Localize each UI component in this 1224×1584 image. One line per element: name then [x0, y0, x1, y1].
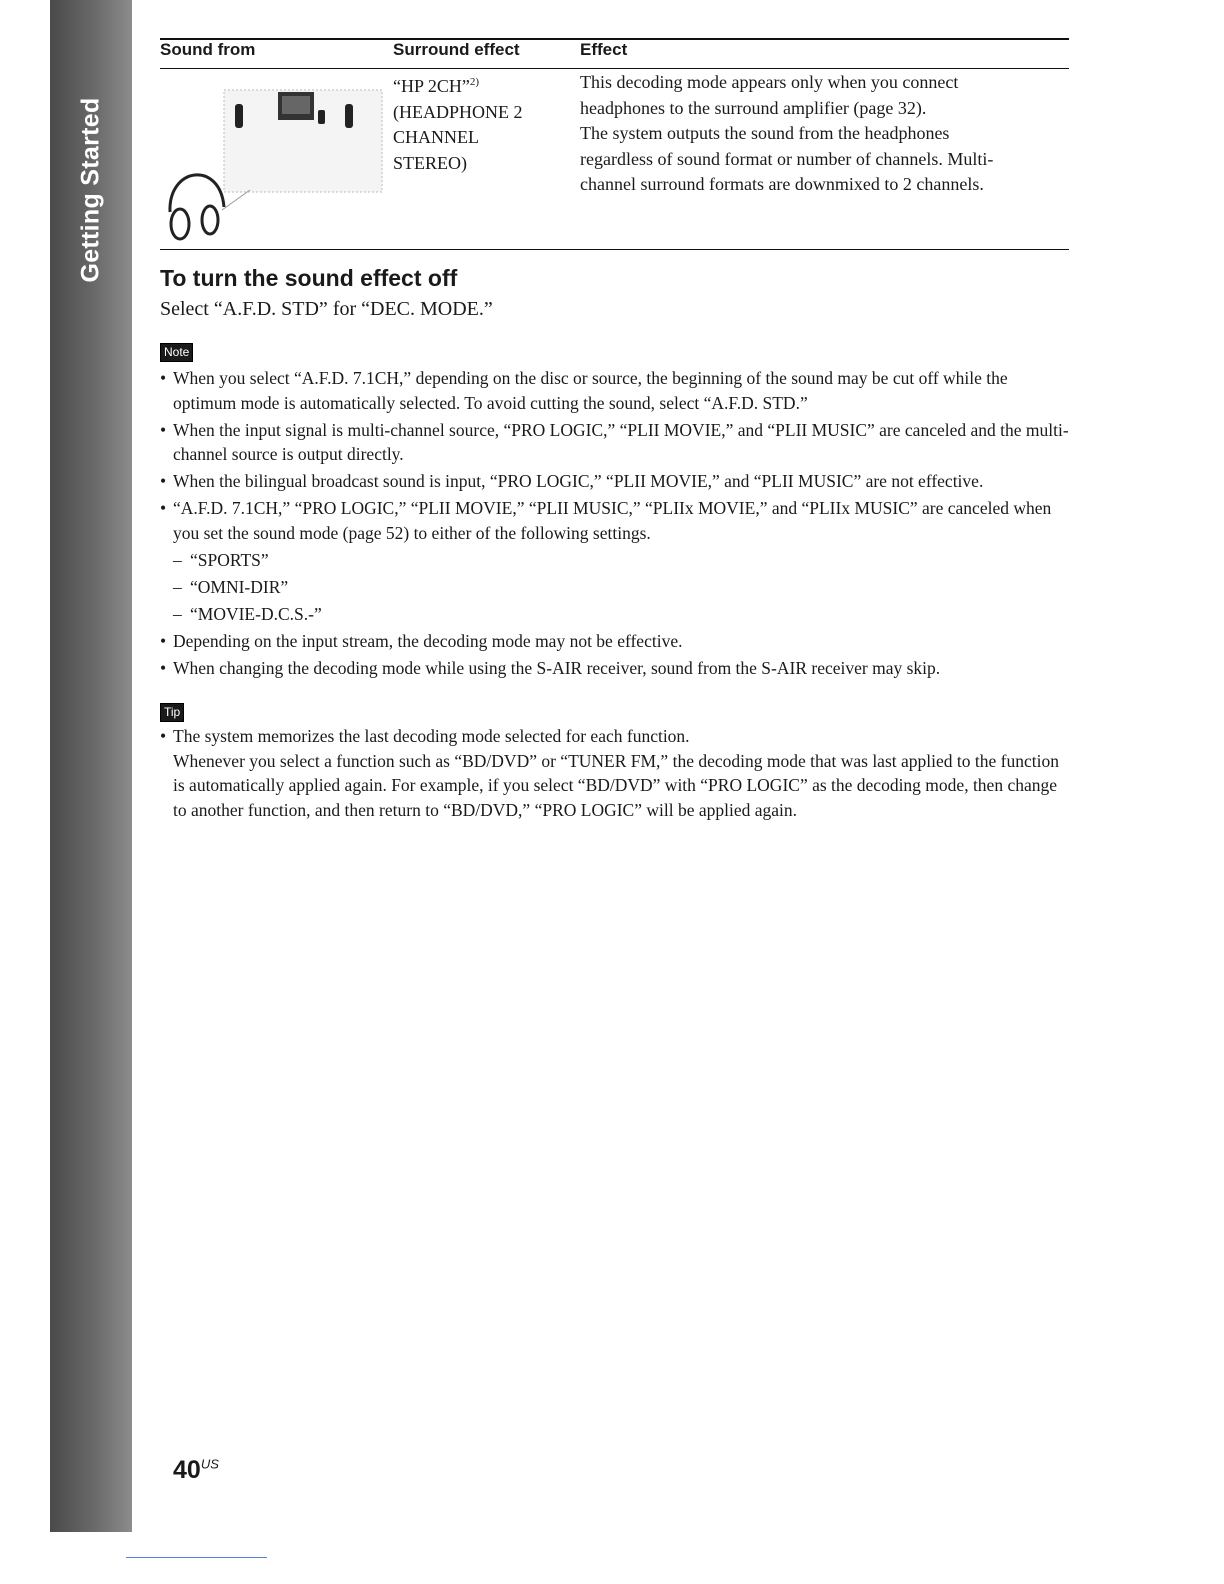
note-bullet: • When the input signal is multi-channel source, “PRO LOGIC,” “PLII MOVIE,” and “PLII MUSIC” are canceled and the multi-channel source is output directly.	[160, 418, 1070, 467]
headphones-icon	[170, 175, 224, 239]
header-surround-effect: Surround effect	[393, 40, 520, 59]
headphone-speaker-illustration	[162, 82, 387, 244]
effect-line: regardless of sound format or number of channels. Multi-	[580, 148, 994, 169]
note-bullet: • When the bilingual broadcast sound is input, “PRO LOGIC,” “PLII MOVIE,” and “PLII MUSIC” are not effective.	[160, 469, 1070, 494]
dash-mark: –	[173, 549, 182, 570]
sub-item-text: “OMNI-DIR”	[190, 576, 289, 597]
note-list	[160, 366, 1070, 683]
section-body: Select “A.F.D. STD” for “DEC. MODE.”	[160, 298, 493, 320]
surround-effect-line: (HEADPHONE 2	[393, 101, 523, 122]
tip-block	[160, 724, 1070, 822]
section-heading: To turn the sound effect off	[160, 265, 458, 291]
header-sound-from: Sound from	[160, 40, 256, 59]
effect-line: channel surround formats are downmixed to 2 channels.	[580, 174, 984, 194]
dash-mark: –	[173, 576, 182, 597]
sub-item-text: “MOVIE-D.C.S.-”	[190, 603, 322, 624]
footnote-mark: 2)	[469, 76, 479, 88]
header-effect: Effect	[580, 40, 628, 59]
surround-effect-line: STEREO)	[393, 152, 467, 173]
note-bullet: • Depending on the input stream, the decoding mode may not be effective.	[160, 629, 1070, 654]
tip-first-line: • The system memorizes the last decoding mode selected for each function.	[160, 724, 1070, 749]
side-tab-label: Getting Started	[76, 97, 105, 283]
note-sub-item	[160, 602, 1070, 627]
effect-line: The system outputs the sound from the headphones	[580, 123, 950, 143]
tip-body: Whenever you select a function such as “BD/DVD” or “TUNER FM,” the decoding mode that was last applied to the function is automatically applied again. For example, if you select “BD/DVD” with “PRO LOGIC” as the decoding mode, then change to another function, and then return to “BD/DVD,” “PRO LOGIC” will be applied again.	[173, 750, 1059, 820]
bottom-line	[126, 1557, 267, 1558]
sub-item-text: “SPORTS”	[190, 549, 269, 570]
effect-cell	[580, 70, 993, 198]
note-bullet: • When you select “A.F.D. 7.1CH,” depending on the disc or source, the beginning of the sound may be cut off while the optimum mode is automatically selected. To avoid cutting the sound, select “A.F.D. STD.”	[160, 366, 1070, 415]
page-number-value: 40	[173, 1456, 201, 1484]
tip-badge: Tip	[160, 703, 184, 722]
note-badge: Note	[160, 343, 193, 362]
note-bullet: • When changing the decoding mode while using the S-AIR receiver, sound from the S-AIR receiver may skip.	[160, 656, 1070, 681]
note-sub-item	[160, 548, 1070, 573]
table-header-rule	[160, 68, 1069, 69]
effect-line: This decoding mode appears only when you connect	[580, 72, 959, 92]
effect-line: headphones to the surround amplifier (page 32).	[580, 97, 927, 118]
dash-mark: –	[173, 603, 182, 624]
page-number-suffix: US	[200, 1456, 219, 1472]
note-bullet: • “A.F.D. 7.1CH,” “PRO LOGIC,” “PLII MOVIE,” “PLII MUSIC,” “PLIIx MOVIE,” and “PLIIx MUSIC” are canceled when you set the sound mode (page 52) to either of the following settings.	[160, 496, 1070, 545]
page-number	[173, 1456, 219, 1485]
note-sub-item	[160, 575, 1070, 600]
surround-effect-cell	[393, 70, 523, 176]
table-bottom-rule	[160, 249, 1069, 250]
surround-effect-line: “HP 2CH”	[393, 76, 470, 96]
surround-effect-line: CHANNEL	[393, 127, 479, 147]
